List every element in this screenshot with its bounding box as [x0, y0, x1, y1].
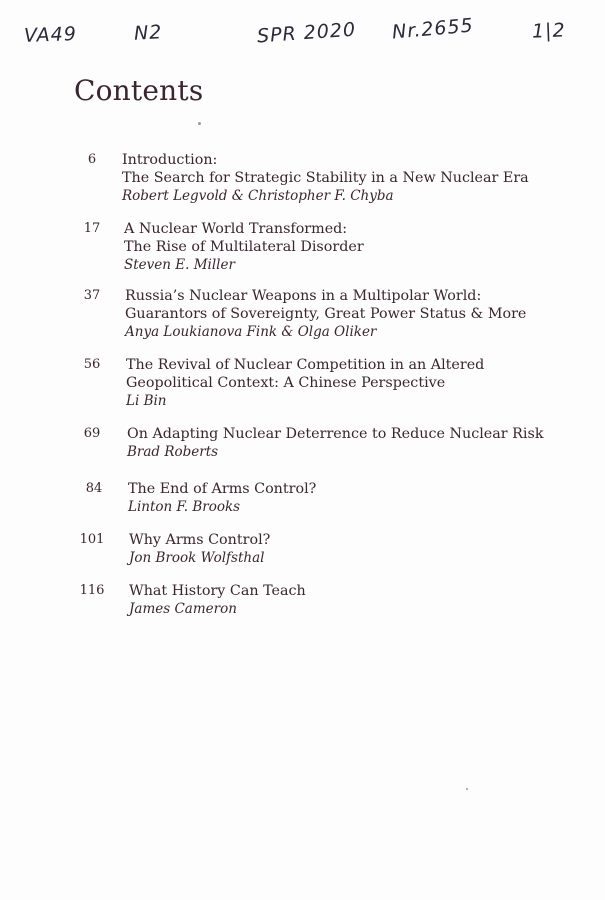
toc-entry-title: Geopolitical Context: A Chinese Perspective — [126, 375, 446, 391]
toc-entry-author: Linton F. Brooks — [128, 499, 241, 515]
handwritten-note: N2 — [133, 21, 163, 45]
toc-entry-title: Introduction: — [122, 152, 218, 168]
toc-entry-author: James Cameron — [129, 601, 237, 617]
toc-entry-body — [129, 582, 529, 618]
toc-entry-author: Brad Roberts — [127, 444, 219, 460]
toc-entry-body — [124, 220, 524, 274]
toc-entry-body — [122, 151, 529, 205]
toc-page-number: 116 — [79, 583, 105, 598]
toc-entry-body — [127, 425, 544, 461]
toc-entry-author: Robert Legvold & Christopher F. Chyba — [122, 188, 394, 204]
toc-entry-body — [126, 356, 526, 410]
toc-entry-body — [129, 531, 529, 567]
toc-entry-title: On Adapting Nuclear Deterrence to Reduce Nuclear Risk — [127, 426, 544, 442]
handwritten-note: SPR 2020 — [256, 18, 357, 48]
page-title: Contents — [74, 74, 204, 107]
toc-entry-author: Anya Loukianova Fink & Olga Oliker — [125, 324, 377, 340]
toc-page-number: 6 — [87, 152, 97, 167]
toc-page-number: 69 — [83, 426, 101, 441]
toc-page-number: 17 — [83, 221, 101, 236]
toc-entry-title: The Revival of Nuclear Competition in an Altered — [126, 357, 485, 373]
toc-entry-body — [128, 480, 528, 516]
toc-entry-title: The Search for Strategic Stability in a New Nuclear Era — [122, 170, 529, 186]
handwritten-note: Nr.2655 — [391, 14, 475, 44]
handwritten-note: VA49 — [23, 23, 78, 47]
toc-entry-title: The End of Arms Control? — [128, 481, 317, 497]
toc-page-number: 84 — [85, 481, 103, 496]
toc-entry-title: What History Can Teach — [129, 583, 306, 599]
handwritten-note: 1|2 — [531, 19, 566, 43]
toc-entry-author: Steven E. Miller — [124, 257, 235, 273]
toc-entry-title: Why Arms Control? — [129, 532, 271, 548]
toc-page-number: 56 — [83, 357, 101, 372]
toc-entry-title: The Rise of Multilateral Disorder — [124, 239, 364, 255]
toc-entry-title: Guarantors of Sovereignty, Great Power Status & More — [125, 306, 527, 322]
toc-entry-body — [125, 287, 525, 341]
toc-entry-author: Li Bin — [126, 393, 167, 409]
toc-page-number: 101 — [79, 532, 105, 547]
toc-entry-title: A Nuclear World Transformed: — [124, 221, 348, 237]
toc-entry-title: Russia’s Nuclear Weapons in a Multipolar World: — [125, 288, 482, 304]
toc-entry-author: Jon Brook Wolfsthal — [129, 550, 265, 566]
toc-page-number: 37 — [83, 288, 101, 303]
